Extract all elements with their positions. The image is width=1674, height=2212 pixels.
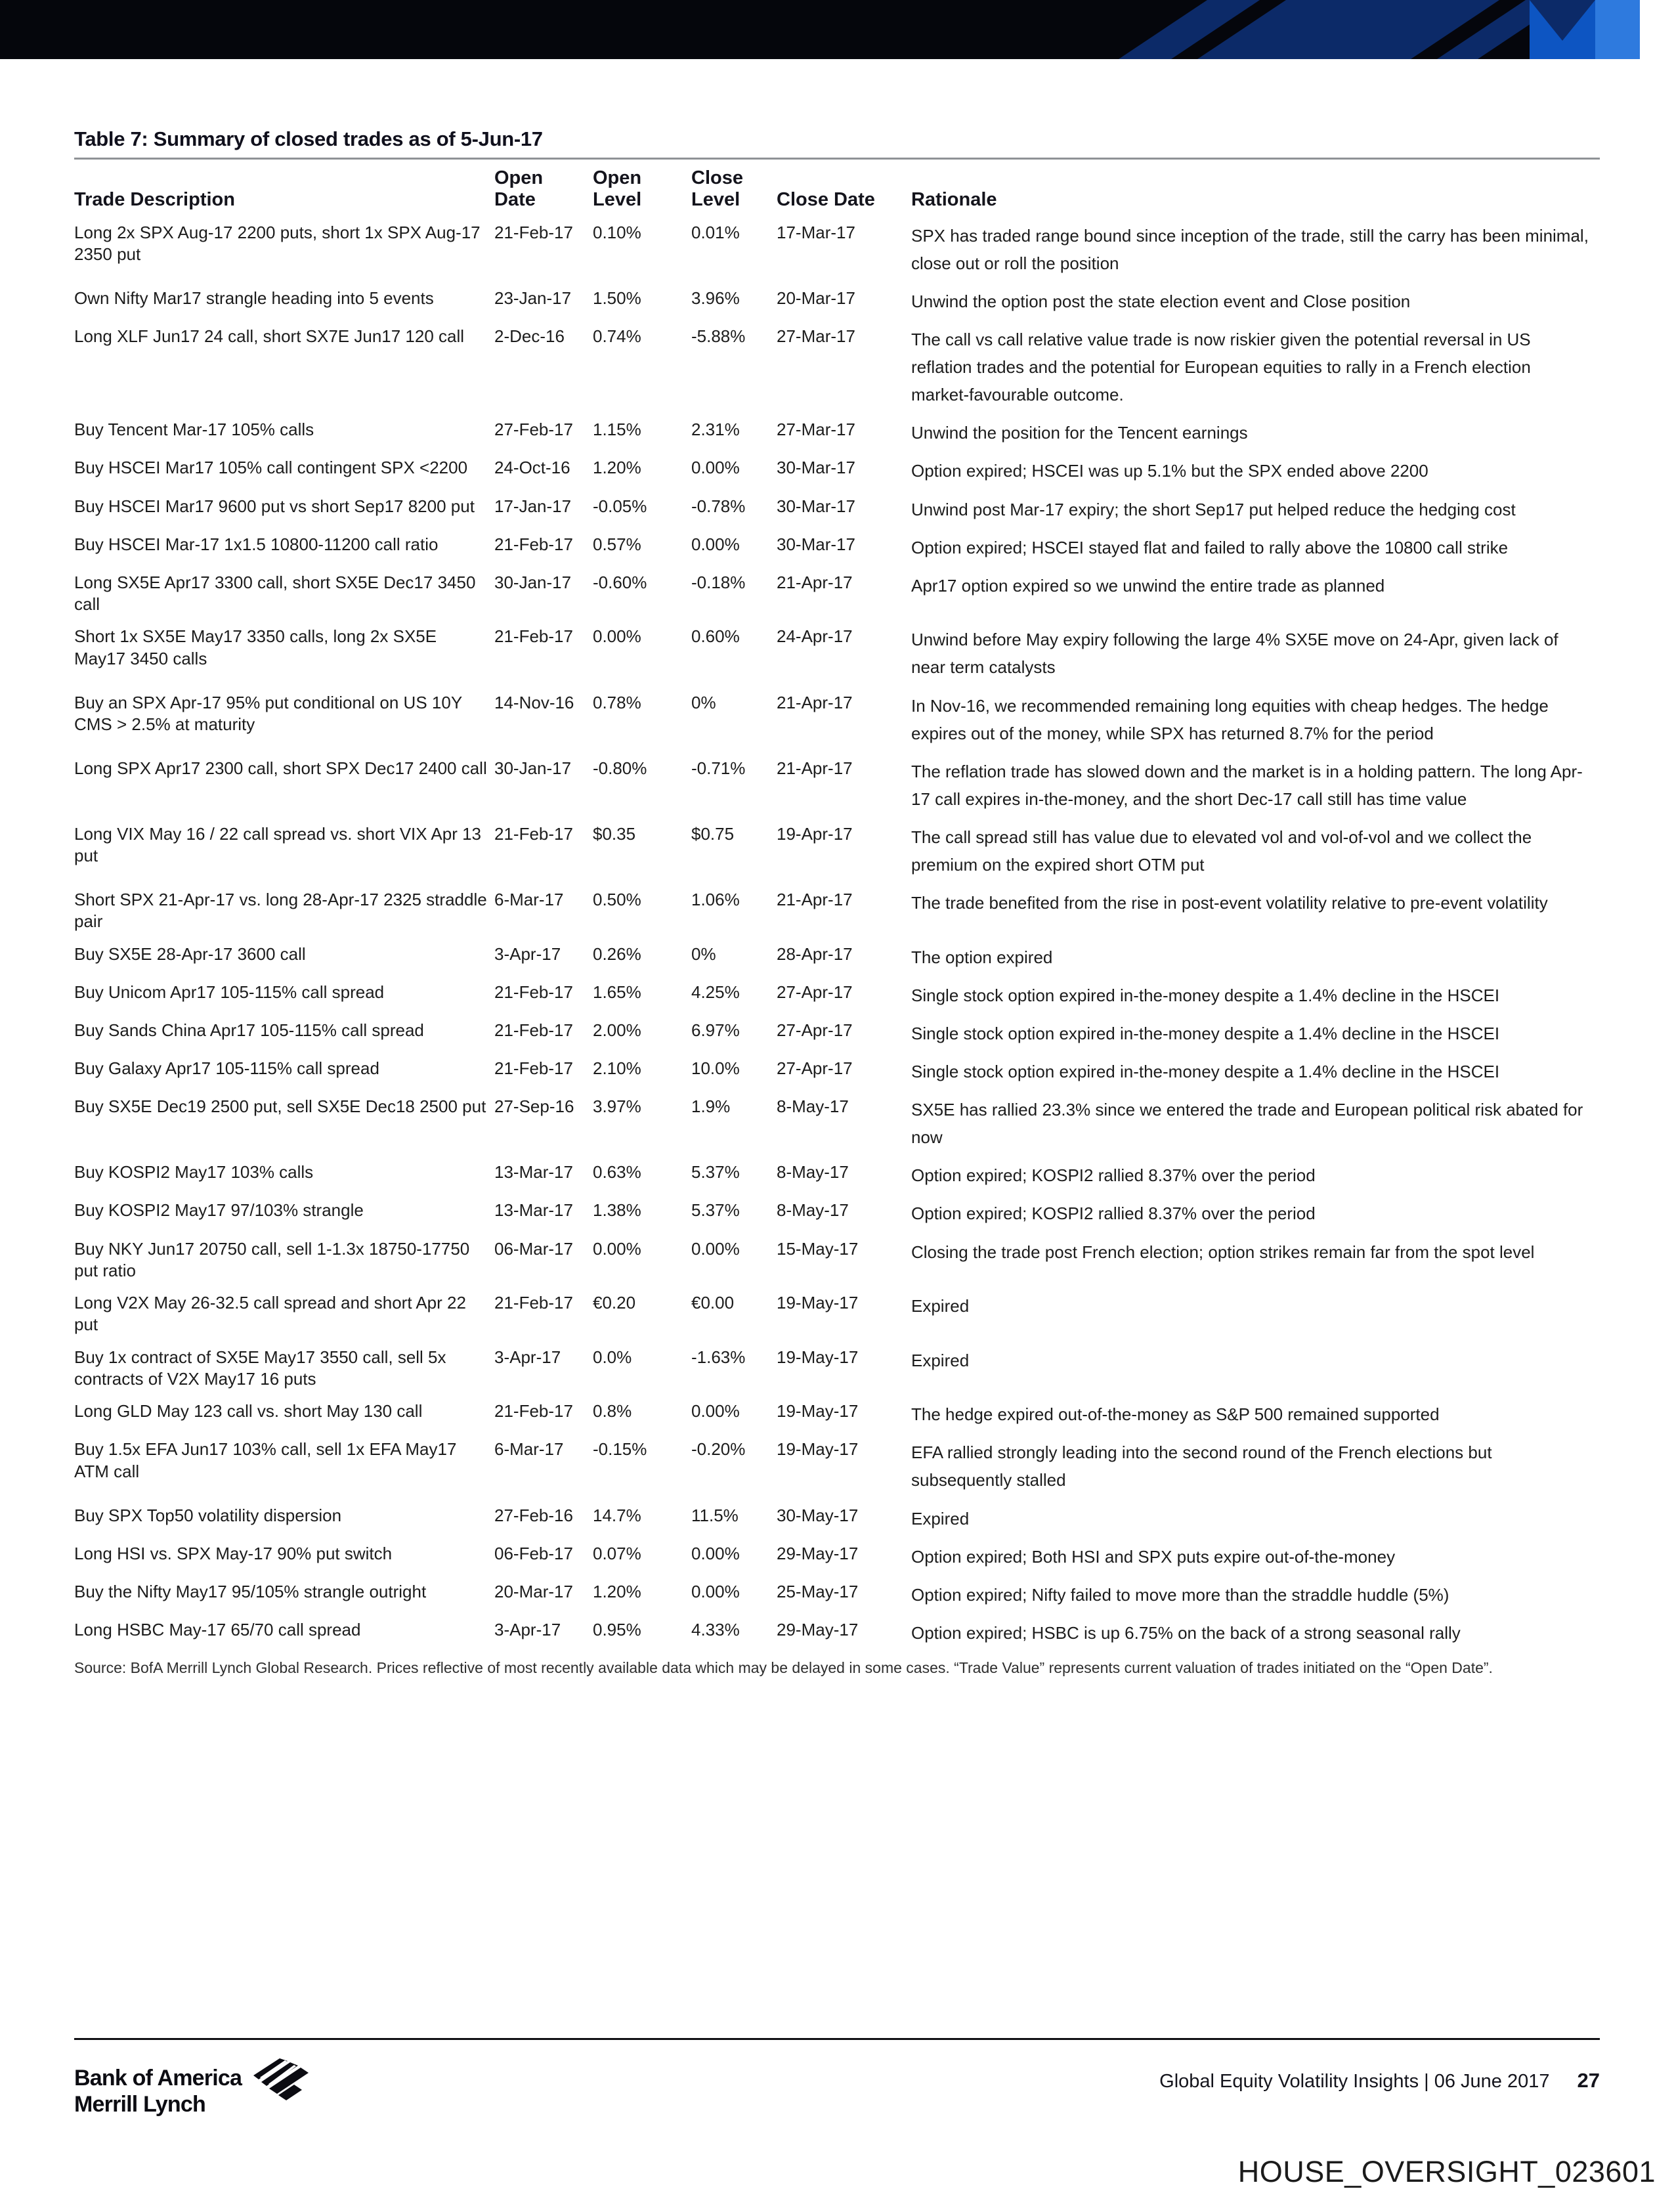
close-date-cell: 27-Apr-17: [777, 982, 853, 1002]
open-level-cell: €0.20: [593, 1293, 636, 1313]
trade-description-cell: Buy 1.5x EFA Jun17 103% call, sell 1x EFA May17 ATM call: [74, 1439, 457, 1481]
trade-description-cell: Buy Sands China Apr17 105-115% call spread: [74, 1020, 424, 1040]
close-level-cell: 0.00%: [691, 1401, 740, 1421]
trade-description-cell: Buy HSCEI Mar17 105% call contingent SPX <2200: [74, 458, 468, 478]
rationale-cell: Apr17 option expired so we unwind the entire trade as planned: [911, 575, 1385, 596]
open-date-cell: 27-Feb-17: [494, 420, 573, 440]
open-level-cell: 1.20%: [593, 1581, 641, 1601]
table-row: [74, 452, 1600, 490]
open-date-cell: 27-Sep-16: [494, 1096, 574, 1117]
open-level-cell: 0.00%: [593, 626, 641, 647]
close-date-cell: 21-Apr-17: [777, 692, 853, 712]
table-row: [74, 884, 1600, 938]
open-level-cell: $0.35: [593, 823, 636, 844]
rationale-cell: Option expired; KOSPI2 rallied 8.37% over the period: [911, 1204, 1316, 1224]
close-date-cell: 28-Apr-17: [777, 943, 853, 964]
close-level-cell: 1.06%: [691, 890, 740, 910]
trade-description-cell: Long HSBC May-17 65/70 call spread: [74, 1619, 361, 1639]
table-row: [74, 1395, 1600, 1433]
open-level-cell: 0.10%: [593, 222, 641, 242]
table-row: [74, 217, 1600, 282]
trade-description-cell: Buy SX5E 28-Apr-17 3600 call: [74, 943, 306, 964]
table-row: [74, 818, 1600, 884]
trade-description-cell: Buy Galaxy Apr17 105-115% call spread: [74, 1058, 379, 1079]
open-level-cell: -0.60%: [593, 572, 647, 592]
title-rule: [74, 158, 1600, 160]
trade-description-cell: Buy SPX Top50 volatility dispersion: [74, 1505, 342, 1525]
trade-description-cell: Short 1x SX5E May17 3350 calls, long 2x SX5E May17 3450 calls: [74, 626, 437, 668]
open-date-cell: 06-Mar-17: [494, 1238, 573, 1259]
table-row: [74, 1194, 1600, 1232]
rationale-cell: The call vs call relative value trade is now riskier given the potential reversal in US reflation trades and the potential for European equities to rally in a French election market-favourable outcome.: [911, 330, 1531, 405]
open-level-cell: 1.65%: [593, 982, 641, 1002]
open-level-cell: 1.15%: [593, 420, 641, 440]
close-level-cell: 0.60%: [691, 626, 740, 647]
brand-banner: [0, 0, 1663, 59]
publication-info: [1159, 2069, 1600, 2093]
open-level-cell: 0.07%: [593, 1543, 641, 1563]
close-date-cell: 27-Mar-17: [777, 326, 855, 347]
source-note: Source: BofA Merrill Lynch Global Research. Prices reflective of most recently available data which may be delayed in some cases. “Trade Value” represents current valuation of trades initiated on the “Open Date”.: [74, 1659, 1493, 1676]
open-date-cell: 21-Feb-17: [494, 626, 573, 647]
close-date-cell: 27-Mar-17: [777, 420, 855, 440]
bofa-ml-logo: [74, 2065, 311, 2117]
open-date-cell: 30-Jan-17: [494, 758, 572, 778]
trade-description-cell: Long VIX May 16 / 22 call spread vs. short VIX Apr 13 put: [74, 823, 482, 866]
table-row: [74, 1091, 1600, 1156]
close-date-cell: 27-Apr-17: [777, 1020, 853, 1040]
rationale-cell: The option expired: [911, 947, 1053, 967]
rationale-cell: In Nov-16, we recommended remaining long equities with cheap hedges. The hedge expires out of the money, while SPX has returned 8.7% for the period: [911, 695, 1549, 743]
close-level-cell: 5.37%: [691, 1200, 740, 1221]
table-row: [74, 1500, 1600, 1538]
rationale-cell: Expired: [911, 1350, 970, 1370]
table-row: [74, 1233, 1600, 1288]
rationale-cell: Expired: [911, 1296, 970, 1316]
rationale-cell: Unwind the position for the Tencent earnings: [911, 423, 1248, 443]
close-date-cell: 27-Apr-17: [777, 1058, 853, 1079]
table-row: [74, 1433, 1600, 1499]
publication-title-date: Global Equity Volatility Insights | 06 June 2017: [1159, 2071, 1550, 2092]
open-level-cell: 14.7%: [593, 1505, 641, 1525]
table-row: [74, 1576, 1600, 1614]
rationale-cell: The hedge expired out-of-the-money as S&P 500 remained supported: [911, 1404, 1440, 1425]
close-level-cell: 0.00%: [691, 458, 740, 478]
rationale-cell: Unwind before May expiry following the large 4% SX5E move on 24-Apr, given lack of near term catalysts: [911, 630, 1558, 678]
close-level-cell: 0.00%: [691, 1238, 740, 1259]
table-row: [74, 320, 1600, 414]
table-row: [74, 1287, 1600, 1341]
chevron-banner-graphic: [1112, 0, 1663, 59]
rationale-cell: Option expired; HSCEI stayed flat and failed to rally above the 10800 call strike: [911, 537, 1509, 557]
trade-description-cell: Buy the Nifty May17 95/105% strangle outright: [74, 1581, 427, 1601]
close-level-cell: -5.88%: [691, 326, 746, 347]
close-level-cell: 4.33%: [691, 1619, 740, 1639]
open-date-cell: 24-Oct-16: [494, 458, 570, 478]
trade-description-cell: Buy KOSPI2 May17 97/103% strangle: [74, 1200, 364, 1221]
open-level-cell: -0.15%: [593, 1439, 647, 1460]
col-header-close-level: Close Level: [691, 167, 743, 211]
open-date-cell: 3-Apr-17: [494, 943, 561, 964]
trade-description-cell: Buy HSCEI Mar-17 1x1.5 10800-11200 call ratio: [74, 534, 439, 554]
table-title: Table 7: Summary of closed trades as of 5-Jun-17: [74, 127, 543, 150]
open-level-cell: 0.95%: [593, 1619, 641, 1639]
rationale-cell: Option expired; Nifty failed to move more than the straddle huddle (5%): [911, 1584, 1449, 1605]
open-level-cell: 1.50%: [593, 288, 641, 308]
rationale-cell: Expired: [911, 1508, 970, 1529]
open-date-cell: 21-Feb-17: [494, 1293, 573, 1313]
open-date-cell: 06-Feb-17: [494, 1543, 573, 1563]
table-row: [74, 976, 1600, 1014]
open-date-cell: 6-Mar-17: [494, 1439, 564, 1460]
close-level-cell: 3.96%: [691, 288, 740, 308]
rationale-cell: Option expired; HSCEI was up 5.1% but the SPX ended above 2200: [911, 461, 1428, 481]
close-level-cell: -0.20%: [691, 1439, 746, 1460]
trade-description-cell: Long SPX Apr17 2300 call, short SPX Dec17 2400 call: [74, 758, 487, 778]
table-row: [74, 414, 1600, 452]
close-level-cell: 10.0%: [691, 1058, 740, 1079]
rationale-cell: The trade benefited from the rise in post-event volatility relative to pre-event volatility: [911, 893, 1548, 913]
close-date-cell: 30-May-17: [777, 1505, 859, 1525]
close-date-cell: 21-Apr-17: [777, 572, 853, 592]
table-row: [74, 752, 1600, 818]
rationale-cell: The reflation trade has slowed down and the market is in a holding pattern. The long Apr-17 call expires in-the-money, and the short Dec-17 call still has time value: [911, 761, 1583, 809]
close-date-cell: 19-May-17: [777, 1347, 859, 1367]
open-level-cell: 0.00%: [593, 1238, 641, 1259]
close-date-cell: 24-Apr-17: [777, 626, 853, 647]
trade-description-cell: Buy Unicom Apr17 105-115% call spread: [74, 982, 385, 1002]
close-level-cell: $0.75: [691, 823, 735, 844]
close-date-cell: 20-Mar-17: [777, 288, 855, 308]
col-header-open-level: Open Level: [593, 167, 642, 211]
open-level-cell: -0.05%: [593, 496, 647, 516]
close-date-cell: 25-May-17: [777, 1581, 859, 1601]
table-section: [74, 127, 1600, 1693]
open-level-cell: 0.74%: [593, 326, 641, 347]
table-row: [74, 1052, 1600, 1091]
close-date-cell: 21-Apr-17: [777, 758, 853, 778]
rationale-cell: Option expired; HSBC is up 6.75% on the back of a strong seasonal rally: [911, 1622, 1461, 1643]
open-date-cell: 30-Jan-17: [494, 572, 572, 592]
open-date-cell: 6-Mar-17: [494, 890, 564, 910]
col-header-open-date: Open Date: [494, 167, 544, 211]
close-level-cell: 0%: [691, 692, 716, 712]
rationale-cell: Unwind the option post the state election event and Close position: [911, 291, 1411, 311]
close-level-cell: -0.78%: [691, 496, 746, 516]
open-level-cell: 2.10%: [593, 1058, 641, 1079]
table-body: [74, 217, 1600, 1652]
table-row: [74, 1156, 1600, 1194]
open-level-cell: -0.80%: [593, 758, 647, 778]
close-date-cell: 19-May-17: [777, 1439, 859, 1460]
trade-description-cell: Long 2x SPX Aug-17 2200 puts, short 1x SPX Aug-17 2350 put: [74, 222, 481, 264]
open-level-cell: 0.63%: [593, 1162, 641, 1182]
boa-flag-icon: [251, 2057, 311, 2108]
rationale-cell: Single stock option expired in-the-money despite a 1.4% decline in the HSCEI: [911, 1023, 1500, 1043]
close-date-cell: 19-Apr-17: [777, 823, 853, 844]
open-date-cell: 21-Feb-17: [494, 1401, 573, 1421]
logo-line-merrill-lynch: Merrill Lynch: [74, 2092, 205, 2117]
open-level-cell: 1.38%: [593, 1200, 641, 1221]
open-level-cell: 0.57%: [593, 534, 641, 554]
open-level-cell: 1.20%: [593, 458, 641, 478]
open-date-cell: 21-Feb-17: [494, 534, 573, 554]
logo-line-bank-of-america: Bank of America: [74, 2066, 242, 2091]
rationale-cell: Option expired; KOSPI2 rallied 8.37% over the period: [911, 1165, 1316, 1186]
bates-stamp: HOUSE_OVERSIGHT_023601: [1237, 2155, 1656, 2188]
trade-description-cell: Buy Tencent Mar-17 105% calls: [74, 420, 314, 440]
open-level-cell: 3.97%: [593, 1096, 641, 1117]
close-date-cell: 19-May-17: [777, 1293, 859, 1313]
open-date-cell: 13-Mar-17: [494, 1200, 573, 1221]
rationale-cell: SPX has traded range bound since inception of the trade, still the carry has been minimal, close out or roll the position: [911, 225, 1589, 273]
close-level-cell: 1.9%: [691, 1096, 731, 1117]
close-date-cell: 15-May-17: [777, 1238, 859, 1259]
close-level-cell: 11.5%: [691, 1505, 739, 1525]
close-level-cell: -0.71%: [691, 758, 746, 778]
close-date-cell: 8-May-17: [777, 1200, 849, 1221]
close-date-cell: 19-May-17: [777, 1401, 859, 1421]
open-level-cell: 0.8%: [593, 1401, 632, 1421]
open-date-cell: 21-Feb-17: [494, 982, 573, 1002]
close-level-cell: 0.00%: [691, 534, 740, 554]
open-date-cell: 21-Feb-17: [494, 222, 573, 242]
close-level-cell: 2.31%: [691, 420, 740, 440]
trade-description-cell: Buy an SPX Apr-17 95% put conditional on US 10Y CMS > 2.5% at maturity: [74, 692, 462, 734]
rationale-cell: Single stock option expired in-the-money despite a 1.4% decline in the HSCEI: [911, 985, 1500, 1005]
close-level-cell: 6.97%: [691, 1020, 740, 1040]
closed-trades-table: [74, 163, 1600, 1652]
rationale-cell: The call spread still has value due to elevated vol and vol-of-vol and we collect the premium on the expired short OTM put: [911, 827, 1532, 875]
trade-description-cell: Long HSI vs. SPX May-17 90% put switch: [74, 1543, 393, 1563]
table-row: [74, 567, 1600, 621]
close-level-cell: 0%: [691, 943, 716, 964]
close-date-cell: 30-Mar-17: [777, 534, 855, 554]
table-row: [74, 620, 1600, 686]
open-date-cell: 13-Mar-17: [494, 1162, 573, 1182]
rationale-cell: Closing the trade post French election; option strikes remain far from the spot level: [911, 1242, 1535, 1262]
page-number: 27: [1577, 2069, 1600, 2092]
open-date-cell: 21-Feb-17: [494, 823, 573, 844]
close-level-cell: 5.37%: [691, 1162, 740, 1182]
open-level-cell: 0.26%: [593, 943, 641, 964]
close-date-cell: 21-Apr-17: [777, 890, 853, 910]
open-date-cell: 2-Dec-16: [494, 326, 565, 347]
open-level-cell: 0.50%: [593, 890, 641, 910]
close-level-cell: -1.63%: [691, 1347, 746, 1367]
table-row: [74, 1538, 1600, 1576]
open-date-cell: 23-Jan-17: [494, 288, 572, 308]
rationale-cell: Unwind post Mar-17 expiry; the short Sep17 put helped reduce the hedging cost: [911, 499, 1516, 519]
close-date-cell: 8-May-17: [777, 1162, 849, 1182]
col-header-close-date: Close Date: [777, 189, 875, 211]
close-level-cell: 0.01%: [691, 222, 740, 242]
open-date-cell: 17-Jan-17: [494, 496, 572, 516]
trade-description-cell: Buy HSCEI Mar17 9600 put vs short Sep17 8200 put: [74, 496, 475, 516]
rationale-cell: EFA rallied strongly leading into the second round of the French elections but subsequently stalled: [911, 1442, 1492, 1490]
rationale-cell: Option expired; Both HSI and SPX puts expire out-of-the-money: [911, 1546, 1396, 1567]
open-date-cell: 3-Apr-17: [494, 1347, 561, 1367]
open-date-cell: 14-Nov-16: [494, 692, 574, 712]
trade-description-cell: Buy NKY Jun17 20750 call, sell 1-1.3x 18750-17750 put ratio: [74, 1238, 470, 1280]
open-level-cell: 0.78%: [593, 692, 641, 712]
page-footer: [74, 2038, 1600, 2117]
close-date-cell: 29-May-17: [777, 1543, 859, 1563]
open-level-cell: 0.0%: [593, 1347, 632, 1367]
table-row: [74, 490, 1600, 529]
close-level-cell: €0.00: [691, 1293, 735, 1313]
close-level-cell: 0.00%: [691, 1543, 740, 1563]
table-row: [74, 1014, 1600, 1052]
trade-description-cell: Short SPX 21-Apr-17 vs. long 28-Apr-17 2325 straddle pair: [74, 890, 487, 932]
open-date-cell: 21-Feb-17: [494, 1020, 573, 1040]
trade-description-cell: Long GLD May 123 call vs. short May 130 call: [74, 1401, 423, 1421]
close-date-cell: 8-May-17: [777, 1096, 849, 1117]
open-date-cell: 3-Apr-17: [494, 1619, 561, 1639]
open-date-cell: 21-Feb-17: [494, 1058, 573, 1079]
trade-description-cell: Long V2X May 26-32.5 call spread and short Apr 22 put: [74, 1293, 466, 1335]
col-header-trade-description: Trade Description: [74, 189, 235, 211]
open-level-cell: 2.00%: [593, 1020, 641, 1040]
open-date-cell: 27-Feb-16: [494, 1505, 573, 1525]
table-row: [74, 938, 1600, 976]
table-row: [74, 1341, 1600, 1396]
close-level-cell: -0.18%: [691, 572, 746, 592]
rationale-cell: Single stock option expired in-the-money despite a 1.4% decline in the HSCEI: [911, 1062, 1500, 1082]
open-date-cell: 20-Mar-17: [494, 1581, 573, 1601]
trade-description-cell: Buy SX5E Dec19 2500 put, sell SX5E Dec18 2500 put: [74, 1096, 486, 1117]
table-row: [74, 282, 1600, 320]
close-date-cell: 30-Mar-17: [777, 458, 855, 478]
trade-description-cell: Buy 1x contract of SX5E May17 3550 call, sell 5x contracts of V2X May17 16 puts: [74, 1347, 446, 1389]
rationale-cell: SX5E has rallied 23.3% since we entered the trade and European political risk abated for now: [911, 1100, 1583, 1148]
table-row: [74, 1614, 1600, 1652]
close-date-cell: 17-Mar-17: [777, 222, 855, 242]
trade-description-cell: Long XLF Jun17 24 call, short SX7E Jun17 120 call: [74, 326, 465, 347]
close-date-cell: 29-May-17: [777, 1619, 859, 1639]
trade-description-cell: Own Nifty Mar17 strangle heading into 5 events: [74, 288, 434, 308]
table-row: [74, 687, 1600, 752]
table-row: [74, 529, 1600, 567]
col-header-rationale: Rationale: [911, 189, 997, 211]
close-level-cell: 0.00%: [691, 1581, 740, 1601]
table-header: [74, 163, 1600, 217]
close-date-cell: 30-Mar-17: [777, 496, 855, 516]
trade-description-cell: Buy KOSPI2 May17 103% calls: [74, 1162, 314, 1182]
close-level-cell: 4.25%: [691, 982, 740, 1002]
trade-description-cell: Long SX5E Apr17 3300 call, short SX5E Dec17 3450 call: [74, 572, 476, 615]
